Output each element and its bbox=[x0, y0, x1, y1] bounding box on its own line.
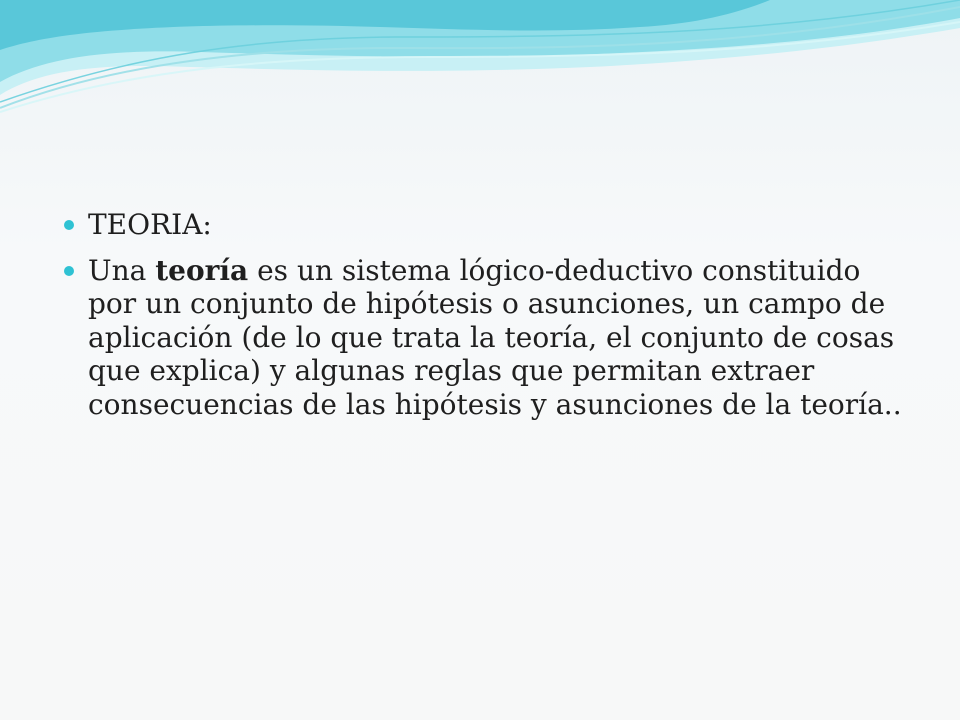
content-area bbox=[64, 208, 904, 434]
bullet-item-theory-heading bbox=[64, 208, 904, 242]
header-wave-graphic bbox=[0, 0, 960, 140]
bullet-dot-icon bbox=[64, 266, 74, 276]
definition-suffix: es un sistema lógico-deductivo constituido por un conjunto de hipótesis o asunciones, un campo de aplicación (de lo que trata la teoría, el conjunto de cosas que explica) y algunas reglas que permitan extraer consecuencias de las hipótesis y asunciones de la teoría.. bbox=[88, 253, 902, 421]
definition-prefix: Una bbox=[88, 253, 156, 287]
bullet-list bbox=[64, 208, 904, 422]
definition-bold-term: teoría bbox=[155, 253, 249, 287]
bullet-item-theory-definition bbox=[64, 254, 904, 422]
bullet-text-definition bbox=[88, 254, 902, 421]
bullet-text-heading: TEORIA: bbox=[88, 208, 212, 241]
bullet-dot-icon bbox=[64, 220, 74, 230]
